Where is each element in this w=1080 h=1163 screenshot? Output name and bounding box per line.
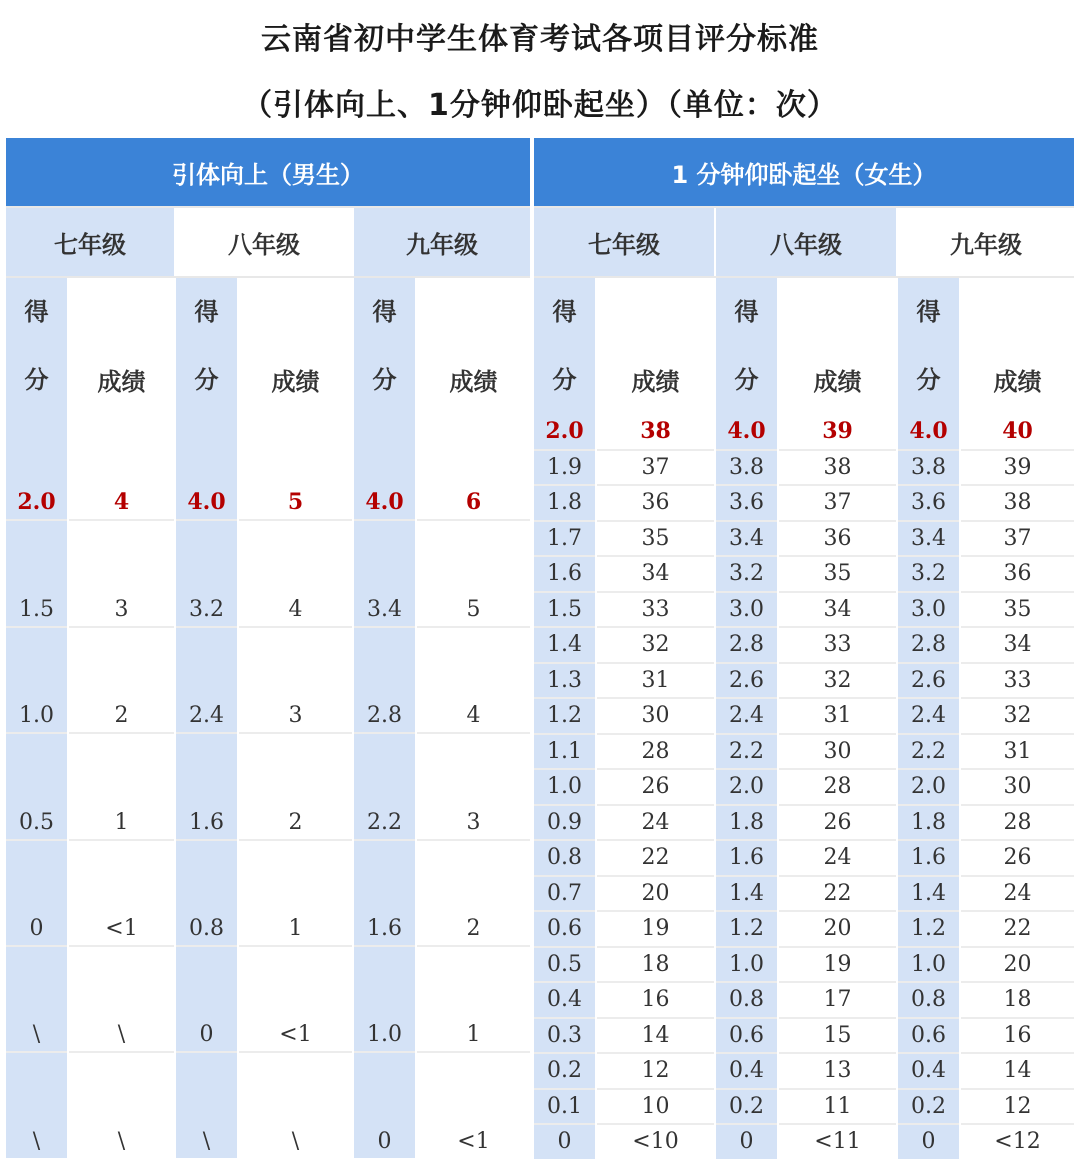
result-cell: <10 — [597, 1123, 714, 1159]
result-label: 成绩 — [631, 368, 680, 396]
score-cell: 0 — [534, 1123, 595, 1159]
score-cell: 4.0 — [716, 413, 777, 449]
result-cell: 15 — [779, 1017, 896, 1053]
result-cell: 12 — [961, 1088, 1074, 1124]
result-cell: 24 — [597, 804, 714, 840]
result-column-label — [417, 278, 530, 413]
result-cell: 3 — [69, 519, 174, 625]
score-cell: 0 — [6, 839, 67, 945]
result-cell: 4 — [239, 519, 352, 625]
score-cell: 1.4 — [898, 875, 959, 911]
grade-label: 九年级 — [354, 208, 530, 276]
score-cell: 2.4 — [898, 697, 959, 733]
result-cell: 20 — [779, 910, 896, 946]
result-cell: 26 — [779, 804, 896, 840]
result-cell: 26 — [597, 768, 714, 804]
score-label-bottom: 分 — [552, 365, 577, 394]
score-cell: 0.6 — [716, 1017, 777, 1053]
result-cell: 14 — [597, 1017, 714, 1053]
result-cell: 39 — [961, 449, 1074, 485]
result-cell: <1 — [69, 839, 174, 945]
result-cell: <12 — [961, 1123, 1074, 1159]
score-cell: 2.2 — [898, 733, 959, 769]
result-cell: 20 — [961, 946, 1074, 982]
result-cell: 3 — [417, 732, 530, 838]
score-cell: 0.3 — [534, 1017, 595, 1053]
result-cell: 2 — [239, 732, 352, 838]
score-cell: 0.9 — [534, 804, 595, 840]
result-cell: 34 — [779, 591, 896, 627]
score-label-top: 得 — [916, 297, 941, 326]
result-cell: 19 — [597, 910, 714, 946]
score-cell: 2.6 — [898, 662, 959, 698]
result-cell: 3 — [239, 626, 352, 732]
result-cell: 24 — [961, 875, 1074, 911]
result-cell: 22 — [597, 839, 714, 875]
score-cell: 1.1 — [534, 733, 595, 769]
score-column-label — [6, 278, 67, 413]
score-cell: 1.0 — [354, 945, 415, 1051]
score-cell: 1.4 — [534, 626, 595, 662]
score-cell: 1.0 — [6, 626, 67, 732]
score-cell: 1.2 — [716, 910, 777, 946]
result-cell: 34 — [597, 555, 714, 591]
result-cell: 11 — [779, 1088, 896, 1124]
result-cell: 26 — [961, 839, 1074, 875]
score-cell: 0 — [716, 1123, 777, 1159]
result-cell: 28 — [961, 804, 1074, 840]
score-cell: 1.6 — [354, 839, 415, 945]
score-cell: 0.4 — [534, 981, 595, 1017]
result-label: 成绩 — [449, 368, 498, 396]
result-label: 成绩 — [271, 368, 320, 396]
score-cell: 1.3 — [534, 662, 595, 698]
score-cell: 0.4 — [898, 1052, 959, 1088]
score-column-label — [716, 278, 777, 413]
score-cell: 1.5 — [6, 519, 67, 625]
score-cell: 1.6 — [898, 839, 959, 875]
result-cell: 18 — [597, 946, 714, 982]
score-cell: 3.6 — [716, 484, 777, 520]
score-cell: 2.0 — [534, 413, 595, 449]
result-cell: 36 — [597, 484, 714, 520]
score-cell: 0 — [354, 1051, 415, 1157]
result-cell: 5 — [287, 489, 304, 516]
result-cell: 34 — [961, 626, 1074, 662]
result-cell: 12 — [597, 1052, 714, 1088]
result-cell: 1 — [417, 945, 530, 1051]
boys-header: 引体向上（男生） — [6, 138, 530, 206]
score-cell: 2.4 — [716, 697, 777, 733]
boys-pullup-table — [6, 138, 532, 1158]
result-cell: 39 — [822, 417, 853, 444]
score-cell: 0.4 — [716, 1052, 777, 1088]
result-cell: \ — [69, 945, 174, 1051]
result-cell: 36 — [779, 520, 896, 556]
score-cell: 0.2 — [716, 1088, 777, 1124]
score-cell: 0.2 — [898, 1088, 959, 1124]
result-cell: 24 — [779, 839, 896, 875]
score-cell: 1.8 — [534, 484, 595, 520]
score-column-label — [898, 278, 959, 413]
score-cell: \ — [176, 1051, 237, 1157]
result-column-label — [961, 278, 1074, 413]
result-cell: 1 — [239, 839, 352, 945]
result-cell: 36 — [961, 555, 1074, 591]
grade-label: 八年级 — [716, 208, 896, 276]
score-cell: 2.0 — [898, 768, 959, 804]
score-cell: 1.8 — [898, 804, 959, 840]
score-cell: 0.6 — [898, 1017, 959, 1053]
result-cell: 2 — [417, 839, 530, 945]
score-cell: 4.0 — [898, 413, 959, 449]
score-label-bottom: 分 — [194, 365, 219, 394]
result-cell: 33 — [597, 591, 714, 627]
score-cell: 2.8 — [354, 626, 415, 732]
result-cell: 37 — [597, 449, 714, 485]
score-cell: 0.1 — [534, 1088, 595, 1124]
result-cell: \ — [69, 1051, 174, 1157]
result-cell: 6 — [465, 489, 482, 516]
result-cell: 38 — [961, 484, 1074, 520]
score-label-bottom: 分 — [24, 365, 49, 394]
girls-situp-table — [534, 138, 1074, 1158]
score-cell: 3.0 — [716, 591, 777, 627]
result-column-label — [239, 278, 352, 413]
score-cell: 0.8 — [534, 839, 595, 875]
result-cell: 14 — [961, 1052, 1074, 1088]
score-cell: 0 — [898, 1123, 959, 1159]
result-cell: \ — [239, 1051, 352, 1157]
score-cell: 0 — [176, 945, 237, 1051]
grade-label: 七年级 — [534, 208, 714, 276]
score-cell: 0.8 — [716, 981, 777, 1017]
score-label-bottom: 分 — [734, 365, 759, 394]
score-cell: 3.4 — [354, 519, 415, 625]
score-cell: 2.2 — [354, 732, 415, 838]
result-cell: 10 — [597, 1088, 714, 1124]
score-cell: 0.5 — [534, 946, 595, 982]
result-cell: 22 — [961, 910, 1074, 946]
score-cell: 2.4 — [176, 626, 237, 732]
score-label-top: 得 — [734, 297, 759, 326]
result-label: 成绩 — [813, 368, 862, 396]
score-cell: 2.8 — [898, 626, 959, 662]
result-cell: 35 — [961, 591, 1074, 627]
score-cell: 1.2 — [898, 910, 959, 946]
result-cell: 20 — [597, 875, 714, 911]
grade-label: 八年级 — [228, 230, 300, 259]
result-cell: 37 — [961, 520, 1074, 556]
score-column-label — [176, 278, 237, 413]
score-cell: 0.7 — [534, 875, 595, 911]
score-label-top: 得 — [372, 297, 397, 326]
result-cell: 32 — [961, 697, 1074, 733]
score-cell: 3.2 — [716, 555, 777, 591]
result-cell: 30 — [961, 768, 1074, 804]
result-cell: 30 — [597, 697, 714, 733]
score-cell: 3.6 — [898, 484, 959, 520]
score-label-top: 得 — [24, 297, 49, 326]
score-cell: 1.6 — [534, 555, 595, 591]
score-cell: 3.2 — [176, 519, 237, 625]
score-cell: 1.4 — [716, 875, 777, 911]
score-cell: 2.8 — [716, 626, 777, 662]
result-cell: 1 — [69, 732, 174, 838]
score-cell: 1.5 — [534, 591, 595, 627]
result-cell: 22 — [779, 875, 896, 911]
result-cell: 32 — [779, 662, 896, 698]
score-cell: 4.0 — [354, 413, 415, 519]
score-cell: 4.0 — [176, 413, 237, 519]
page-title: 云南省初中学生体育考试各项目评分标准 — [261, 22, 819, 57]
score-cell: 1.6 — [176, 732, 237, 838]
score-cell: \ — [6, 945, 67, 1051]
girls-header: 1 分钟仰卧起坐（女生） — [534, 138, 1074, 206]
score-column-label — [534, 278, 595, 413]
score-cell: 2.0 — [716, 768, 777, 804]
result-cell: 33 — [779, 626, 896, 662]
score-cell: 0.5 — [6, 732, 67, 838]
score-cell: 1.6 — [716, 839, 777, 875]
result-cell: 28 — [779, 768, 896, 804]
score-label-top: 得 — [194, 297, 219, 326]
score-cell: 2.6 — [716, 662, 777, 698]
result-cell: 13 — [779, 1052, 896, 1088]
score-cell: 1.7 — [534, 520, 595, 556]
score-cell: 1.0 — [716, 946, 777, 982]
result-cell: 35 — [779, 555, 896, 591]
score-cell: 0.8 — [898, 981, 959, 1017]
result-cell: 5 — [417, 519, 530, 625]
result-cell: 35 — [597, 520, 714, 556]
score-cell: 0.6 — [534, 910, 595, 946]
score-cell: 1.8 — [716, 804, 777, 840]
result-cell: 16 — [597, 981, 714, 1017]
result-cell: 32 — [597, 626, 714, 662]
result-cell: 38 — [640, 417, 671, 444]
score-cell: \ — [6, 1051, 67, 1157]
result-cell: <1 — [417, 1051, 530, 1157]
result-cell: 31 — [597, 662, 714, 698]
result-cell: 4 — [113, 489, 130, 516]
result-label: 成绩 — [97, 368, 146, 396]
score-cell: 0.8 — [176, 839, 237, 945]
result-column-label — [597, 278, 714, 413]
score-label-bottom: 分 — [372, 365, 397, 394]
result-cell: 31 — [779, 697, 896, 733]
result-cell: 40 — [1002, 417, 1033, 444]
result-cell: 4 — [417, 626, 530, 732]
result-cell: 18 — [961, 981, 1074, 1017]
score-cell: 1.2 — [534, 697, 595, 733]
score-cell: 3.2 — [898, 555, 959, 591]
score-cell: 1.0 — [534, 768, 595, 804]
result-cell: 17 — [779, 981, 896, 1017]
page-subtitle: （引体向上、1分钟仰卧起坐）（单位：次） — [242, 88, 838, 123]
result-cell: <11 — [779, 1123, 896, 1159]
result-cell: 28 — [597, 733, 714, 769]
result-cell: 31 — [961, 733, 1074, 769]
score-label-top: 得 — [552, 297, 577, 326]
score-cell: 0.2 — [534, 1052, 595, 1088]
result-cell: 37 — [779, 484, 896, 520]
score-cell: 1.9 — [534, 449, 595, 485]
score-cell: 1.0 — [898, 946, 959, 982]
grade-label: 九年级 — [950, 230, 1022, 259]
result-cell: 33 — [961, 662, 1074, 698]
score-cell: 3.0 — [898, 591, 959, 627]
score-cell: 3.8 — [716, 449, 777, 485]
result-label: 成绩 — [993, 368, 1042, 396]
result-column-label — [779, 278, 896, 413]
score-cell: 2.2 — [716, 733, 777, 769]
score-column-label — [354, 278, 415, 413]
result-column-label — [69, 278, 174, 413]
result-cell: 30 — [779, 733, 896, 769]
result-cell: <1 — [239, 945, 352, 1051]
result-cell: 19 — [779, 946, 896, 982]
result-cell: 2 — [69, 626, 174, 732]
grade-label: 七年级 — [6, 208, 174, 276]
score-cell: 2.0 — [6, 413, 67, 519]
result-cell: 38 — [779, 449, 896, 485]
score-cell: 3.8 — [898, 449, 959, 485]
score-label-bottom: 分 — [916, 365, 941, 394]
result-cell: 16 — [961, 1017, 1074, 1053]
scoring-table — [6, 138, 1074, 1158]
score-cell: 3.4 — [716, 520, 777, 556]
score-cell: 3.4 — [898, 520, 959, 556]
